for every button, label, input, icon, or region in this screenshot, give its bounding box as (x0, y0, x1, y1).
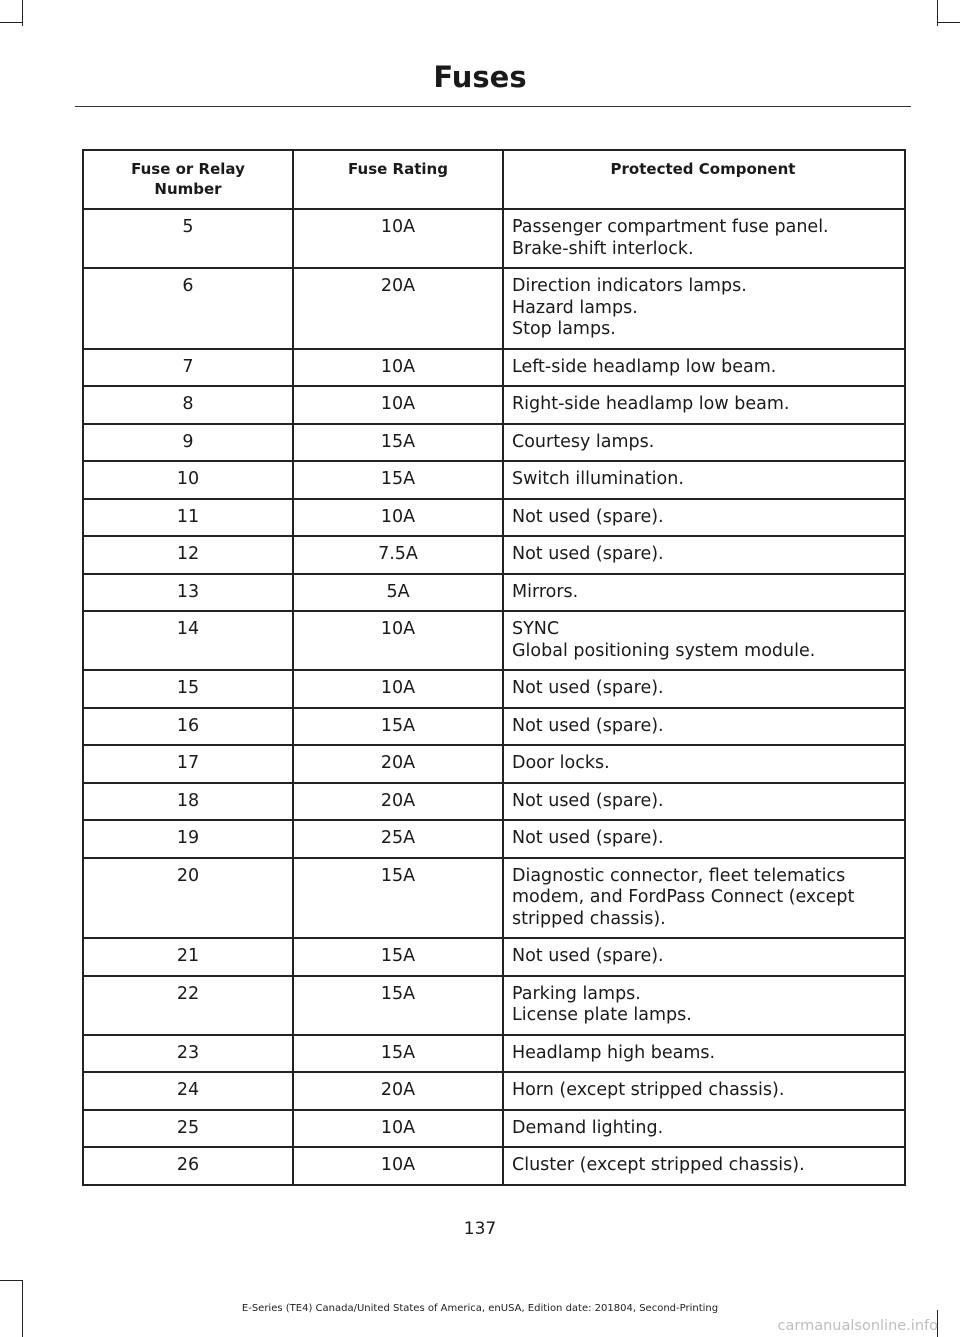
component-line: Horn (except stripped chassis). (512, 1080, 785, 1100)
table-row (83, 461, 905, 499)
table-row (83, 209, 905, 268)
fuse-rating-cell: 10A (293, 386, 503, 424)
page-title: Fuses (433, 60, 527, 94)
fuse-number-cell: 26 (83, 1147, 293, 1185)
fuse-rating-cell: 20A (293, 783, 503, 821)
component-line: Not used (spare). (512, 790, 664, 811)
fuse-table-body (83, 209, 905, 1185)
fuse-rating-cell: 15A (293, 424, 503, 462)
protected-component-cell (503, 349, 905, 387)
column-header-rating: Fuse Rating (293, 150, 503, 209)
watermark: carmanualsonline.info (777, 1318, 938, 1334)
fuse-rating-cell: 15A (293, 708, 503, 746)
component-line: Brake-shift interlock. (512, 238, 694, 259)
fuse-number-cell: 17 (83, 745, 293, 783)
component-line: Not used (spare). (512, 828, 664, 848)
protected-component-cell (503, 1110, 905, 1148)
fuse-rating-cell: 10A (293, 349, 503, 387)
fuse-number-cell: 23 (83, 1035, 293, 1073)
protected-component-cell (503, 461, 905, 499)
fuse-rating-cell: 20A (293, 745, 503, 783)
protected-component-cell (503, 976, 905, 1035)
component-line: Not used (spare). (512, 678, 664, 698)
fuse-rating-cell: 15A (293, 858, 503, 939)
fuse-number-cell: 10 (83, 461, 293, 499)
table-row (83, 424, 905, 462)
fuse-rating-cell: 10A (293, 209, 503, 268)
fuse-number-cell: 7 (83, 349, 293, 387)
table-row (83, 1110, 905, 1148)
fuse-rating-cell: 15A (293, 976, 503, 1035)
protected-component-cell (503, 938, 905, 976)
table-row (83, 386, 905, 424)
fuse-number-cell: 19 (83, 820, 293, 858)
component-line: Not used (spare). (512, 544, 664, 564)
protected-component-cell (503, 783, 905, 821)
fuse-number-cell: 5 (83, 209, 293, 268)
fuse-number-cell: 8 (83, 386, 293, 424)
component-line: Not used (spare). (512, 715, 664, 736)
table-row (83, 1072, 905, 1110)
fuse-number-cell: 25 (83, 1110, 293, 1148)
fuse-table (82, 149, 906, 1186)
fuse-number-cell: 21 (83, 938, 293, 976)
crop-mark-top-left (22, 0, 23, 26)
protected-component-cell (503, 268, 905, 349)
crop-mark-top-right-h (938, 22, 960, 23)
fuse-rating-cell: 5A (293, 574, 503, 612)
table-row (83, 783, 905, 821)
table-row (83, 820, 905, 858)
protected-component-cell (503, 858, 905, 939)
component-line: Mirrors. (512, 581, 579, 602)
fuse-number-cell: 14 (83, 611, 293, 670)
component-line: Demand lighting. (512, 1117, 664, 1138)
fuse-number-cell: 6 (83, 268, 293, 349)
protected-component-cell (503, 670, 905, 708)
component-line: Door locks. (512, 753, 610, 773)
fuse-rating-cell: 10A (293, 611, 503, 670)
component-line: Courtesy lamps. (512, 431, 655, 452)
table-row (83, 499, 905, 537)
fuse-rating-cell: 15A (293, 938, 503, 976)
fuse-rating-cell: 15A (293, 461, 503, 499)
component-line: License plate lamps. (512, 1005, 692, 1025)
fuse-rating-cell: 15A (293, 1035, 503, 1073)
component-line: Passenger compartment fuse panel. (512, 217, 829, 237)
protected-component-cell (503, 708, 905, 746)
table-row (83, 268, 905, 349)
fuse-rating-cell: 10A (293, 1110, 503, 1148)
protected-component-cell (503, 1072, 905, 1110)
protected-component-cell (503, 424, 905, 462)
table-header-row (83, 150, 905, 209)
protected-component-cell (503, 386, 905, 424)
component-line: modem, and FordPass Connect (except (512, 887, 855, 907)
crop-mark-bottom-left-h (0, 1280, 22, 1281)
table-row (83, 1147, 905, 1185)
edition-footer: E-Series (TE4) Canada/United States of America, enUSA, Edition date: 201804, Second-Printing (241, 1303, 719, 1314)
protected-component-cell (503, 611, 905, 670)
component-line: Headlamp high beams. (512, 1042, 716, 1063)
fuse-number-cell: 12 (83, 536, 293, 574)
table-row (83, 574, 905, 612)
component-line: Left-side headlamp low beam. (512, 356, 777, 377)
crop-mark-top-left-h (0, 22, 22, 23)
fuse-number-cell: 18 (83, 783, 293, 821)
table-row (83, 670, 905, 708)
protected-component-cell (503, 1035, 905, 1073)
fuse-rating-cell: 10A (293, 670, 503, 708)
component-line: Parking lamps. (512, 983, 641, 1004)
table-row (83, 938, 905, 976)
component-line: Hazard lamps. (512, 297, 638, 318)
column-header-number: Fuse or Relay Number (83, 150, 293, 209)
table-row (83, 536, 905, 574)
column-header-component: Protected Component (503, 150, 905, 209)
component-line: Cluster (except stripped chassis). (512, 1155, 805, 1175)
fuse-number-cell: 16 (83, 708, 293, 746)
protected-component-cell (503, 1147, 905, 1185)
table-row (83, 976, 905, 1035)
protected-component-cell (503, 574, 905, 612)
component-line: Not used (spare). (512, 506, 664, 527)
table-row (83, 611, 905, 670)
protected-component-cell (503, 745, 905, 783)
fuse-number-cell: 11 (83, 499, 293, 537)
protected-component-cell (503, 536, 905, 574)
component-line: Direction indicators lamps. (512, 276, 747, 296)
component-line: Diagnostic connector, fleet telematics (512, 865, 846, 886)
table-row (83, 708, 905, 746)
fuse-number-cell: 13 (83, 574, 293, 612)
protected-component-cell (503, 820, 905, 858)
fuse-rating-cell: 20A (293, 1072, 503, 1110)
fuse-rating-cell: 10A (293, 1147, 503, 1185)
component-line: stripped chassis). (512, 908, 666, 929)
component-line: SYNC (512, 619, 560, 639)
fuse-rating-cell: 25A (293, 820, 503, 858)
component-line: Right-side headlamp low beam. (512, 394, 790, 414)
fuse-number-cell: 15 (83, 670, 293, 708)
component-line: Switch illumination. (512, 469, 684, 489)
fuse-rating-cell: 10A (293, 499, 503, 537)
fuse-rating-cell: 7.5A (293, 536, 503, 574)
fuse-number-cell: 20 (83, 858, 293, 939)
page-number: 137 (463, 1219, 497, 1239)
component-line: Global positioning system module. (512, 640, 816, 661)
table-row (83, 349, 905, 387)
table-row (83, 745, 905, 783)
fuse-number-cell: 22 (83, 976, 293, 1035)
table-row (83, 1035, 905, 1073)
fuse-rating-cell: 20A (293, 268, 503, 349)
protected-component-cell (503, 209, 905, 268)
title-divider (75, 106, 911, 107)
fuse-number-cell: 9 (83, 424, 293, 462)
component-line: Stop lamps. (512, 319, 616, 339)
table-row (83, 858, 905, 939)
protected-component-cell (503, 499, 905, 537)
fuse-number-cell: 24 (83, 1072, 293, 1110)
component-line: Not used (spare). (512, 946, 664, 966)
